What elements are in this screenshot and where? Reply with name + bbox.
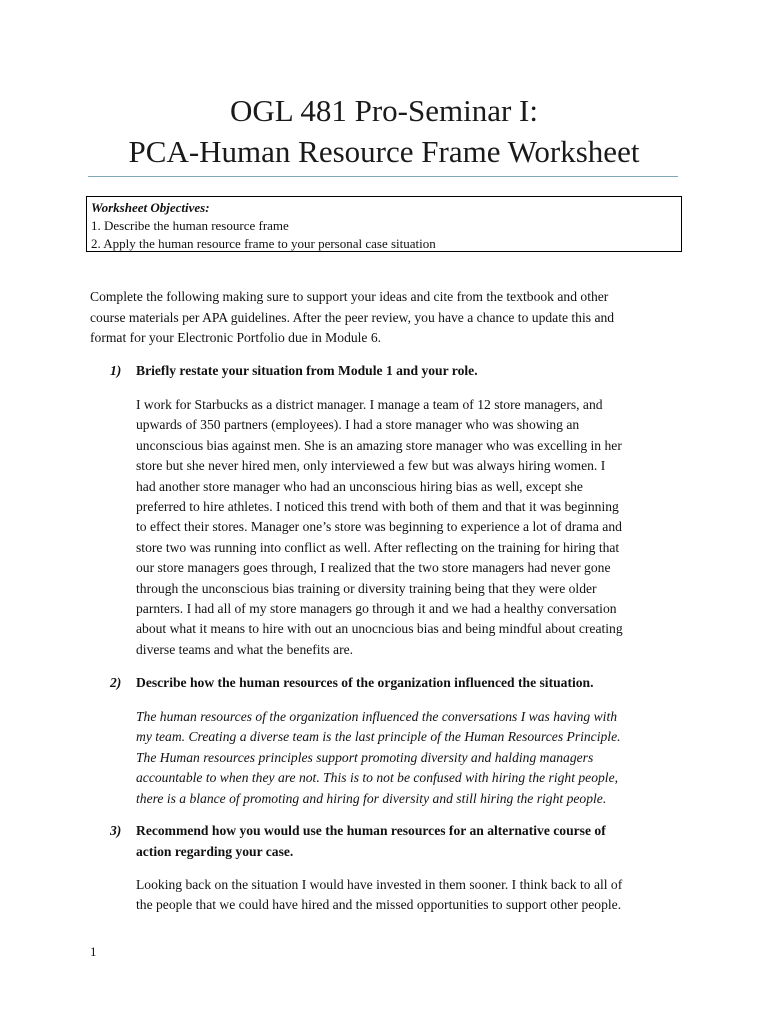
answer-line: my team. Creating a diverse team is the last principle of the Human Resources Principle. [136, 729, 621, 745]
objectives-heading: Worksheet Objectives: [91, 200, 210, 215]
answer-line: our store managers goes through, I realized that the two store managers had never gone [136, 560, 611, 576]
answer-line: parnters. I had all of my store managers go through it and we had a healthy conversation [136, 601, 617, 617]
answer-line: accountable to when they are not. This is to not be confused with hiring the right people, [136, 770, 619, 786]
document-title-line-1: OGL 481 Pro-Seminar I: [230, 93, 538, 128]
answer-1 [136, 395, 684, 660]
answer-line: unconscious bias against men. She is an amazing store manager who was excelling in her [136, 437, 622, 453]
question-number: 1) [110, 363, 122, 378]
answer-line: to effect their stores. Manager one’s store was beginning to experience a lot of drama and [136, 519, 622, 535]
answer-line: store but she never hired men, only interviewed a few but was always hiring women. I [136, 458, 606, 474]
question-text-line: Describe how the human resources of the organization influenced the situation. [136, 675, 594, 690]
question-text-line: action regarding your case. [136, 843, 294, 859]
intro-paragraph [90, 287, 690, 349]
answer-line: preferred to hire athletes. I noticed this trend with both of them and that it was beginning [136, 499, 619, 515]
answer-line: Looking back on the situation I would have invested in them sooner. I think back to all of [136, 877, 623, 892]
question-text-line: Recommend how you would use the human resources for an alternative course of [136, 823, 606, 838]
objective-item: 1. Describe the human resource frame [91, 218, 289, 233]
question-text [136, 673, 696, 694]
question-text [136, 361, 696, 382]
answer-line: diverse teams and what the benefits are. [136, 641, 354, 657]
answer-line: about what it means to hire with out an unocncious bias and being mindful about creating [136, 621, 623, 637]
answer-2 [136, 707, 684, 809]
intro-line: course materials per APA guidelines. After the peer review, you have a chance to update this and [90, 309, 615, 325]
answer-line: I work for Starbucks as a district manager. I manage a team of 12 store managers, and [136, 397, 603, 412]
objectives-box [86, 196, 682, 252]
intro-line: format for your Electronic Portfolio due in Module 6. [90, 330, 382, 345]
page-number: 1 [90, 944, 97, 959]
question-text [136, 821, 696, 862]
answer-line: The Human resources principles support promoting diversity and halding managers [136, 749, 594, 765]
intro-line: Complete the following making sure to support your ideas and cite from the textbook and other [90, 289, 609, 304]
answer-line: the people that we could have hired and the missed opportunities to support other people. [136, 897, 622, 913]
question-number: 3) [110, 823, 122, 838]
question-text-line: Briefly restate your situation from Module 1 and your role. [136, 363, 478, 378]
document-title-line-2: PCA-Human Resource Frame Worksheet [128, 134, 640, 169]
answer-line: store two was running into conflict as well. After reflecting on the training for hiring that [136, 539, 620, 555]
answer-line: through the unconscious bias training or diversity training being that they were older [136, 580, 597, 596]
answer-3 [136, 875, 684, 916]
answer-line: there is a blance of promoting and hiring for diversity and still hiring the right people. [136, 790, 607, 806]
objective-item: 2. Apply the human resource frame to your personal case situation [91, 236, 436, 251]
answer-line: had another store manager who had an unconscious hiring bias as well, except she [136, 478, 583, 494]
answer-line: upwards of 350 partners (employees). I had a store manager who was showing an [136, 417, 580, 433]
question-number: 2) [110, 675, 122, 690]
title-divider [88, 176, 678, 177]
answer-line: The human resources of the organization influenced the conversations I was having with [136, 709, 618, 724]
